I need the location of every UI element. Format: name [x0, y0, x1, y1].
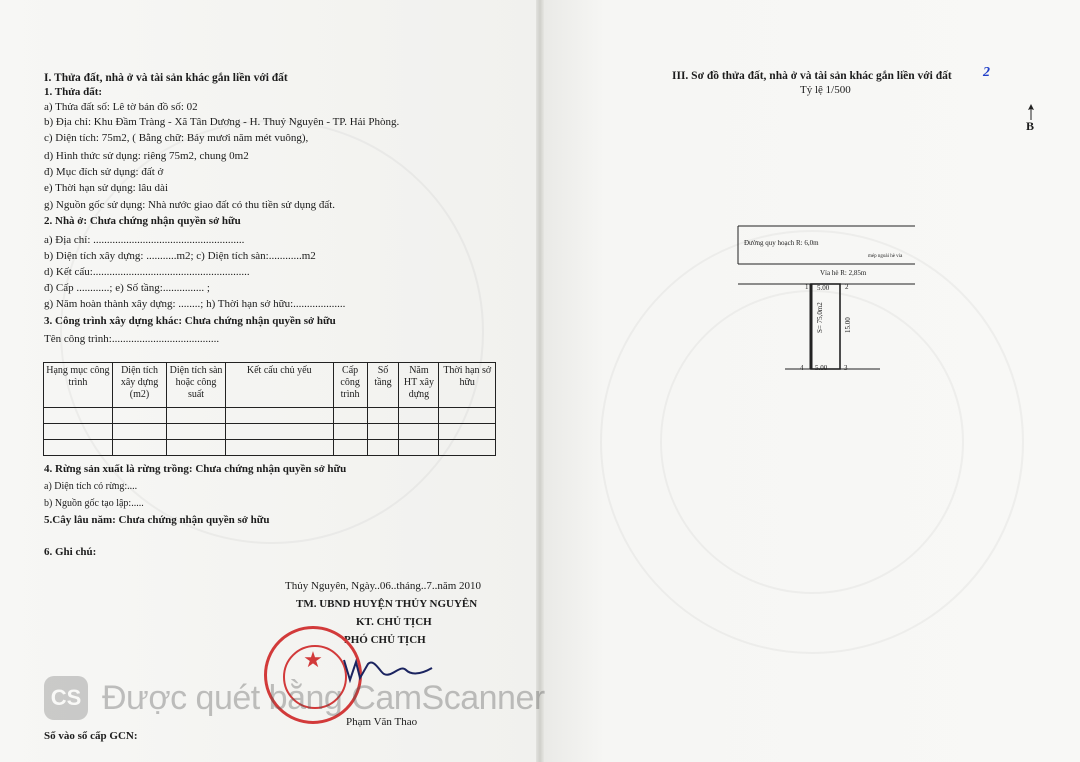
- corner-1: 1: [805, 283, 809, 291]
- house-area: b) Diện tích xây dựng: ...........m2; c) Diện tích sàn:............m2: [44, 250, 316, 262]
- certificate-number: Số vào sổ cấp GCN:: [44, 730, 138, 742]
- edge-label: mép ngoài hè via: [868, 254, 903, 259]
- col-structure: Kết cấu chủ yếu: [225, 363, 333, 408]
- col-build-area: Diện tích xây dựng (m2): [112, 363, 166, 408]
- signer-org: TM. UBND HUYỆN THỦY NGUYÊN: [296, 598, 478, 610]
- bottom-dimension: 5.00: [815, 364, 828, 372]
- house-structure: d) Kết cấu:.........................................................: [44, 266, 250, 278]
- date-line: Thủy Nguyên, Ngày..06..tháng..7..năm 2010: [285, 580, 482, 592]
- area-label: S= 75,0m2: [816, 302, 824, 333]
- house-level: đ) Cấp ............; e) Số tầng:............... ;: [44, 282, 210, 294]
- top-dimension: 5.00: [817, 284, 830, 292]
- signer-role-1: KT. CHỦ TỊCH: [356, 616, 432, 628]
- works-title: 3. Công trình xây dựng khác: Chưa chứng nhận quyền sở hữu: [44, 315, 336, 327]
- corner-4: 4: [800, 364, 804, 372]
- corner-3: 3: [844, 364, 848, 372]
- col-floor-area: Diện tích sàn hoặc công suất: [167, 363, 226, 408]
- forest-origin: b) Nguồn gốc tạo lập:.....: [44, 498, 144, 509]
- scale-label: Tỷ lệ 1/500: [800, 84, 851, 96]
- col-grade: Cấp công trình: [333, 363, 367, 408]
- land-usage-purpose: đ) Mục đích sử dụng: đất ở: [44, 166, 164, 178]
- land-parcel-number: a) Thửa đất số: Lê tờ bản đồ số: 02: [44, 101, 198, 113]
- section1-title: I. Thửa đất, nhà ở và tài sản khác gắn liền với đất: [44, 72, 288, 84]
- sidewalk-label: Vỉa hè R: 2,85m: [820, 269, 867, 277]
- camscanner-logo: CS: [44, 676, 88, 720]
- col-term: Thời hạn sở hữu: [439, 363, 496, 408]
- land-origin: g) Nguồn gốc sử dụng: Nhà nước giao đất có thu tiền sử dụng đất.: [44, 199, 336, 211]
- watermark-text: Được quét bằng CamScanner: [102, 678, 545, 717]
- col-item: Hạng mục công trình: [44, 363, 113, 408]
- signer-role-2: PHÓ CHỦ TỊCH: [344, 634, 426, 646]
- perennial-trees: 5.Cây lâu năm: Chưa chứng nhận quyền sở hữu: [44, 514, 270, 526]
- north-label: B: [1026, 119, 1035, 133]
- road-label: Đường quy hoạch R: 6,0m: [744, 239, 819, 247]
- land-usage-form: d) Hình thức sử dụng: riêng 75m2, chung 0m2: [44, 150, 249, 162]
- land-area: c) Diện tích: 75m2, ( Bằng chữ: Bảy mươi năm mét vuông),: [44, 132, 309, 144]
- official-red-seal: ★: [264, 626, 362, 724]
- side-dimension: 15.00: [844, 317, 852, 333]
- signer-name: Phạm Văn Thao: [346, 716, 418, 728]
- land-address: b) Địa chỉ: Khu Đầm Tràng - Xã Tân Dương - H. Thuỷ Nguyên - TP. Hải Phòng.: [44, 116, 400, 128]
- col-floors: Số tầng: [367, 363, 399, 408]
- handwritten-mark: 2: [983, 65, 990, 80]
- house-title: 2. Nhà ở: Chưa chứng nhận quyền sở hữu: [44, 215, 241, 227]
- forest-area: a) Diện tích có rừng:....: [44, 481, 138, 492]
- forest-title: 4. Rừng sản xuất là rừng trồng: Chưa chứng nhận quyền sở hữu: [44, 463, 347, 475]
- land-usage-term: e) Thời hạn sử dụng: lâu dài: [44, 182, 168, 194]
- house-completion: g) Năm hoàn thành xây dựng: ........; h) Thời hạn sở hữu:...................: [44, 298, 346, 310]
- house-address: a) Địa chỉ: .......................................................: [44, 234, 245, 246]
- corner-2: 2: [845, 283, 849, 291]
- land-title: 1. Thửa đất:: [44, 86, 103, 98]
- works-name: Tên công trình:.......................................: [44, 333, 220, 345]
- section3-title: III. Sơ đồ thửa đất, nhà ở và tài sản khác gắn liền với đất: [672, 70, 952, 82]
- notes-label: 6. Ghi chú:: [44, 546, 97, 558]
- col-year: Năm HT xây dựng: [399, 363, 439, 408]
